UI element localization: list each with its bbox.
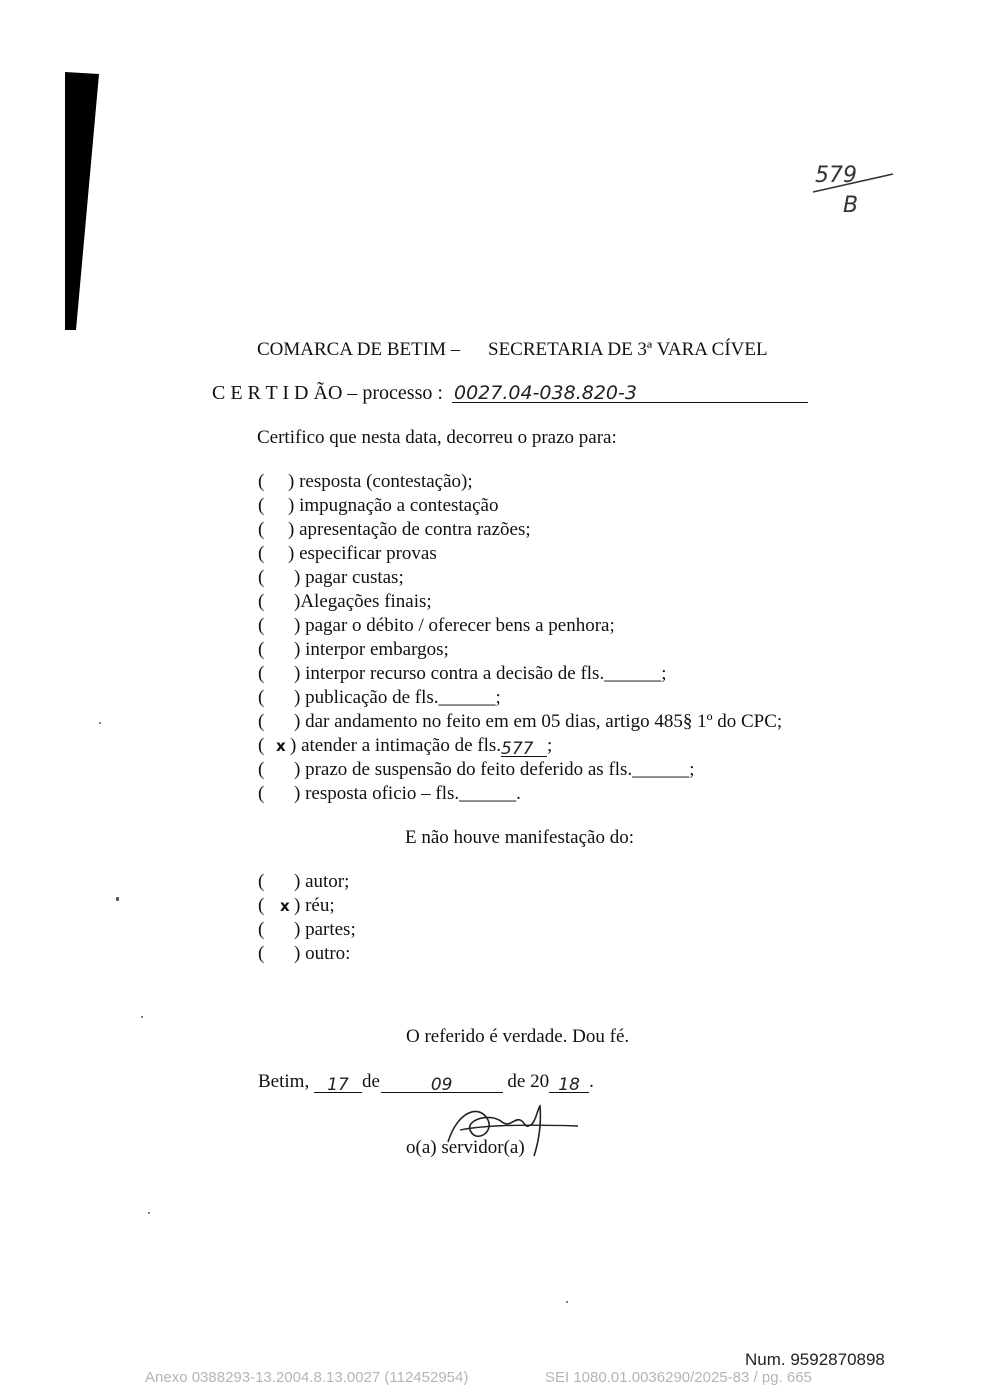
stamp-bottom: B <box>843 193 859 218</box>
certidao-label: C E R T I D ÃO – processo : <box>212 382 443 404</box>
check-mark: x <box>280 897 290 915</box>
option-item: ( ) prazo de suspensão do feito deferido as fls.______; <box>258 759 695 780</box>
header-secretaria: SECRETARIA DE 3ª VARA CÍVEL <box>488 339 768 360</box>
footer-annex: Anexo 0388293-13.2004.8.13.0027 (112452954) <box>145 1369 469 1386</box>
closing-text: O referido é verdade. Dou fé. <box>406 1026 630 1047</box>
scan-speck <box>566 1301 568 1303</box>
option-item: ( ) resposta oficio – fls.______. <box>258 783 521 804</box>
check-mark: x <box>276 737 286 755</box>
process-number: 0027.04-038.820-3 <box>454 382 637 404</box>
option-item: ( ) publicação de fls.______; <box>258 687 501 708</box>
option-item: ( ) apresentação de contra razões; <box>258 519 531 540</box>
party-item: ( ) autor; <box>258 871 350 892</box>
option-item: ( ) especificar provas <box>258 543 437 564</box>
scan-speck <box>99 722 101 724</box>
party-item: ( ) partes; <box>258 919 356 940</box>
option-item-checked: ( x ) atender a intimação de fls.577 ; <box>258 735 553 759</box>
manifest-intro: E não houve manifestação do: <box>405 827 634 848</box>
footer-sei: SEI 1080.01.0036290/2025-83 / pg. 665 <box>545 1369 812 1386</box>
option-item: ( ) impugnação a contestação <box>258 495 499 516</box>
date-day: 17 <box>314 1074 362 1093</box>
header-comarca: COMARCA DE BETIM – <box>257 339 461 360</box>
scan-speck <box>141 1016 143 1018</box>
party-item: ( ) outro: <box>258 943 351 964</box>
option-item: ( ) pagar o débito / oferecer bens a penhora; <box>258 615 615 636</box>
stamp-top: 579 <box>815 163 857 188</box>
option-item: ( ) dar andamento no feito em em 05 dias, artigo 485§ 1º do CPC; <box>258 711 783 732</box>
date-year: 18 <box>549 1074 589 1093</box>
scan-speck <box>116 897 119 901</box>
page-number-stamp <box>805 152 900 222</box>
fls-fill: 577 <box>501 738 547 757</box>
date-month: 09 <box>381 1074 503 1093</box>
intro-text: Certifico que nesta data, decorreu o prazo para: <box>257 427 617 448</box>
date-de-year: de 20 <box>507 1071 550 1092</box>
signature-label: o(a) servidor(a) <box>406 1137 525 1158</box>
scan-speck <box>148 1212 150 1214</box>
party-item-checked: ( x ) réu; <box>258 895 335 916</box>
option-item: ( ) pagar custas; <box>258 567 404 588</box>
option-item: ( ) interpor embargos; <box>258 639 449 660</box>
scan-edge-bar <box>65 72 99 330</box>
process-number-line <box>452 382 808 403</box>
date-city: Betim, <box>258 1071 310 1092</box>
option-item: ( ) interpor recurso contra a decisão de fls.______; <box>258 663 667 684</box>
option-item: ( ) resposta (contestação); <box>258 471 473 492</box>
document-number: Num. 9592870898 <box>745 1350 885 1369</box>
date-line: Betim, 17 de 09 de 20 18 . <box>258 1071 594 1095</box>
date-de: de <box>361 1071 380 1092</box>
option-item: ( )Alegações finais; <box>258 591 432 612</box>
